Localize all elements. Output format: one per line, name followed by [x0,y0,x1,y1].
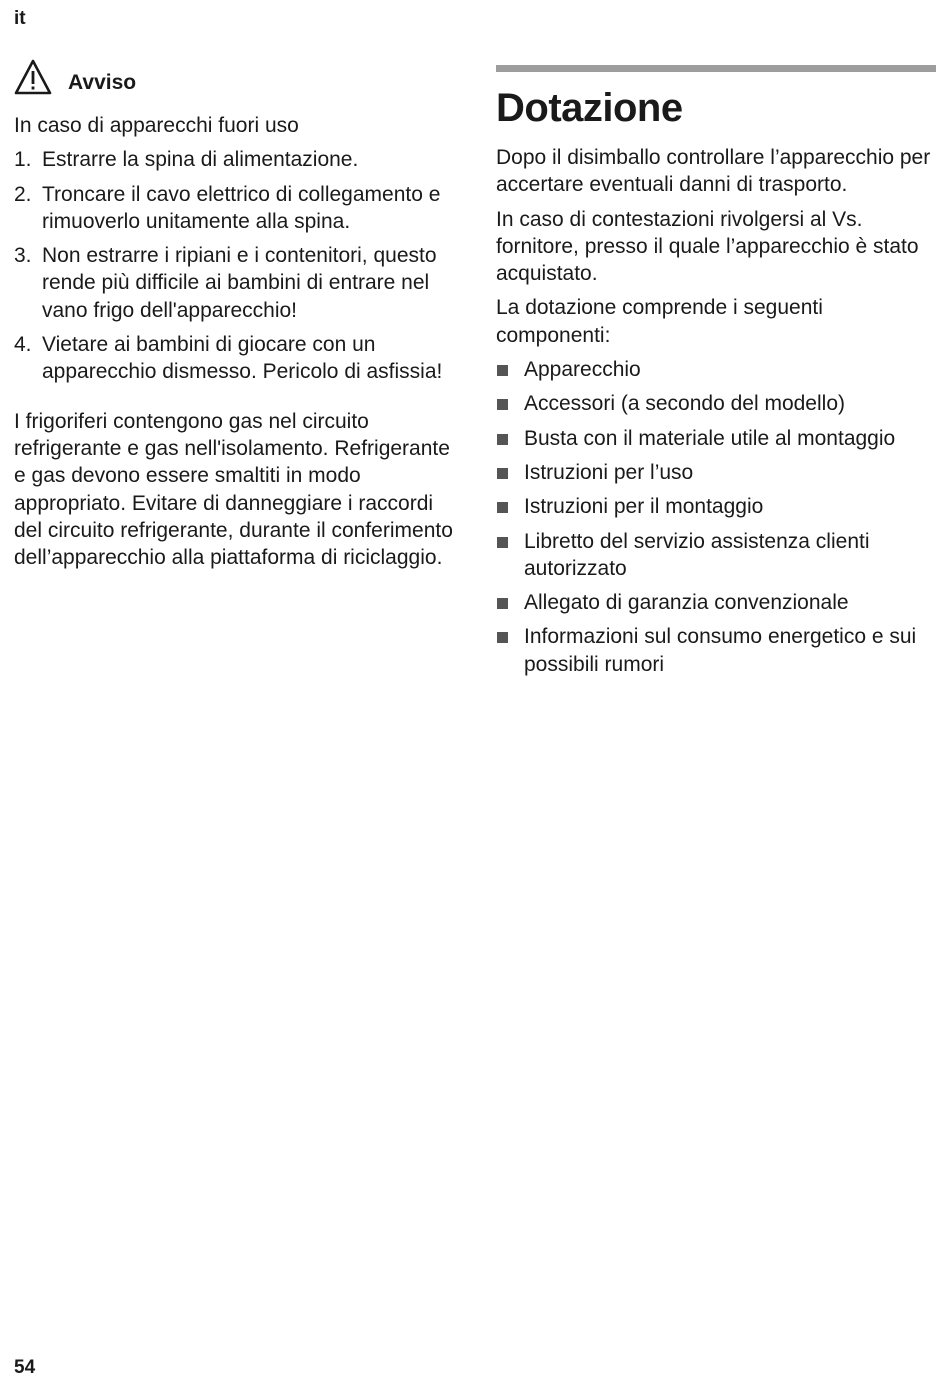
square-bullet-icon [497,468,508,479]
step-number: 2. [14,182,32,206]
item-text: Istruzioni per il montaggio [524,495,764,519]
language-tag: it [14,8,26,29]
warning-lead: In caso di apparecchi fuori uso [14,114,299,137]
dotazione-section [496,65,936,685]
item-text: Allegato di garanzia convenzionale [524,591,849,615]
item-text: Accessori (a secondo del modello) [524,392,845,416]
list-item [496,589,936,616]
item-text: Istruzioni per l’uso [524,460,694,484]
item-text: Libretto del servizio assistenza clienti autorizzato [524,529,870,580]
square-bullet-icon [497,434,508,445]
paragraph: In caso di contestazioni rivolgersi al Vs. fornitore, presso il quale l’apparecchio è stato acquistato. [496,207,919,286]
item-text: Informazioni sul consumo energetico e sui possibili rumori [524,625,917,676]
step-number: 4. [14,333,32,357]
square-bullet-icon [497,399,508,410]
warning-triangle-icon [14,58,52,96]
warning-title: Avviso [68,71,137,94]
square-bullet-icon [497,365,508,376]
section-title: Dotazione [496,86,683,130]
square-bullet-icon [497,502,508,513]
list-item [496,356,936,383]
paragraph: Dopo il disimballo controllare l’apparecchio per accertare eventuali danni di trasporto. [496,146,931,197]
section-divider [496,65,936,72]
step-text: Non estrarre i ripiani e i contenitori, questo rende più difficile ai bambini di entrare nel vano frigo dell'apparecchio! [42,244,437,322]
list-item [14,242,454,324]
list-item [14,181,454,236]
step-text: Vietare ai bambini di giocare con un apparecchio dismesso. Pericolo di asfissia! [42,333,443,384]
warning-heading [14,56,454,98]
square-bullet-icon [497,598,508,609]
list-item [496,493,936,520]
step-number: 1. [14,148,32,172]
item-text: Busta con il materiale utile al montaggio [524,426,896,450]
list-item [496,390,936,417]
square-bullet-icon [497,632,508,643]
step-text: Estrarre la spina di alimentazione. [42,148,359,172]
list-item [14,331,454,386]
paragraph: La dotazione comprende i seguenti componenti: [496,296,823,347]
warning-section [14,56,454,571]
list-item [14,146,454,173]
list-item [496,528,936,583]
list-item [496,425,936,452]
item-text: Apparecchio [524,358,641,382]
list-item [496,459,936,486]
warning-steps [14,146,454,385]
components-list [496,356,936,678]
list-item [496,623,936,678]
step-text: Troncare il cavo elettrico di collegamento e rimuoverlo unitamente alla spina. [42,182,441,233]
square-bullet-icon [497,537,508,548]
page-number: 54 [14,1357,36,1378]
refrigerant-note: I frigoriferi contengono gas nel circuito refrigerante e gas nell'isolamento. Refrigerante e gas devono essere smaltiti in modo appropriato. Evitare di danneggiare i raccordi del circuito refrigerante, durante il conferimento dell’apparecchio alla piattaforma di riciclaggio. [14,409,453,570]
step-number: 3. [14,244,32,268]
